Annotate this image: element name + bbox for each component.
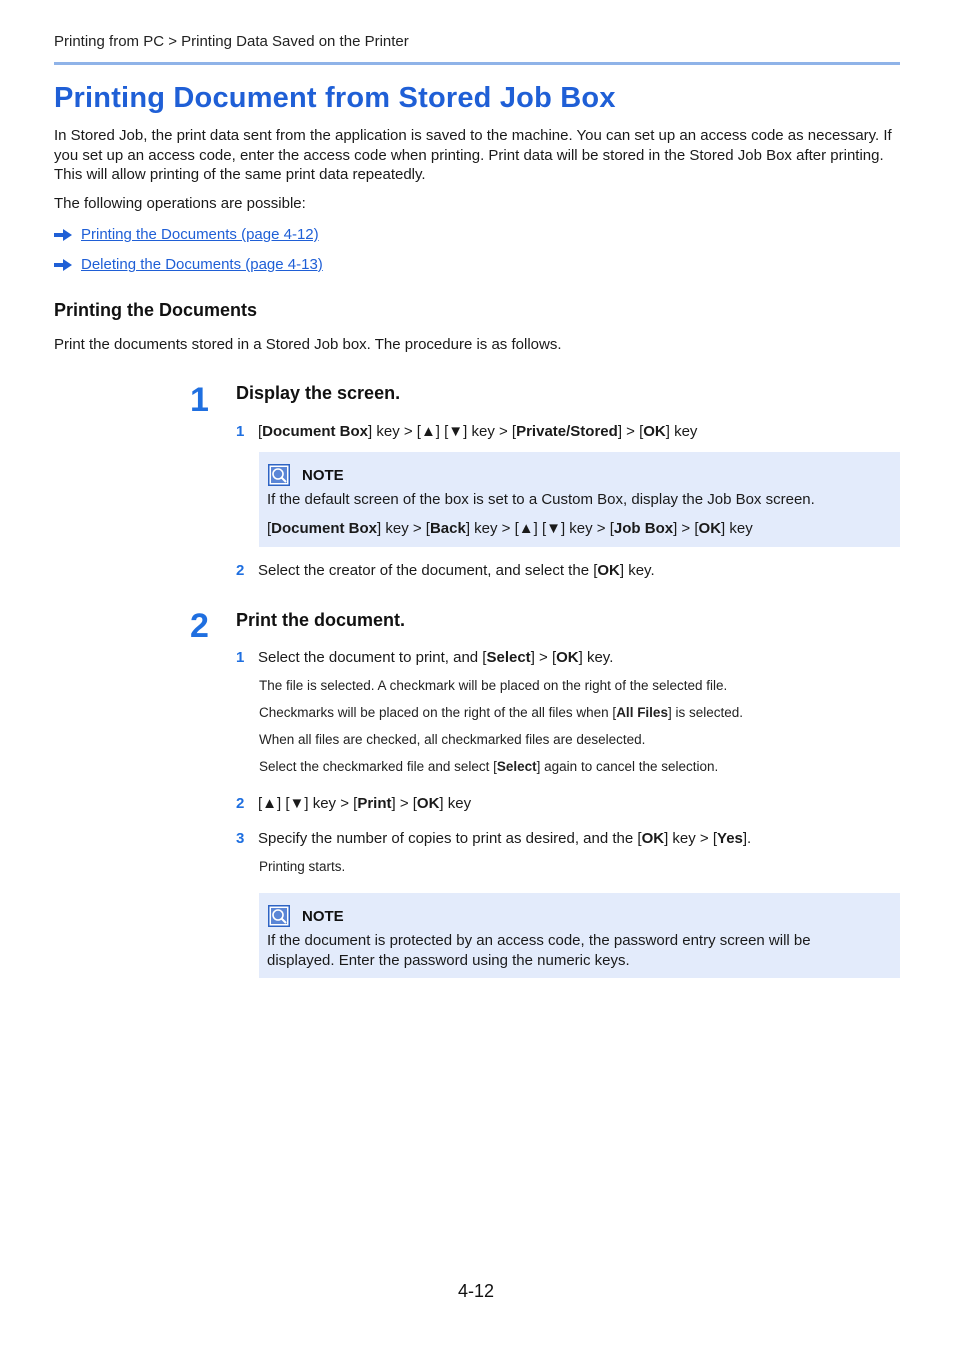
step-title: Print the document. [236,610,406,630]
substep-number: 2 [236,562,245,579]
substep: 2 Select the creator of the document, and select the [OK] key. [236,562,655,579]
link-printing-documents[interactable]: Printing the Documents (page 4-12) [81,226,319,243]
substep-detail: The file is selected. A checkmark will be placed on the right of the selected file. [259,678,728,693]
page-number: 4-12 [458,1281,495,1301]
substep: 3 Specify the number of copies to print as desired, and the [OK] key > [Yes]. [236,830,752,847]
substep-detail: When all files are checked, all checkmarked files are deselected. [259,732,646,747]
note-box [259,452,900,547]
page-title: Printing Document from Stored Job Box [54,82,616,114]
section-intro: Print the documents stored in a Stored Job box. The procedure is as follows. [54,336,562,353]
note-text: If the document is protected by an access code, the password entry screen will be displayed. Enter the password using the numeric keys. [267,932,811,969]
substep-number: 1 [236,423,245,440]
note-label: NOTE [302,466,344,484]
step-number: 2 [190,607,209,645]
substep: 1 [Document Box] key > [▲] [▼] key > [Private/Stored] > [OK] key [236,423,698,440]
step-number: 1 [190,381,209,419]
substep-number: 1 [236,649,245,666]
operations-intro: The following operations are possible: [54,195,306,212]
section-heading: Printing the Documents [54,300,258,320]
substep: 1 Select the document to print, and [Select] > [OK] key. [236,649,614,666]
note-label: NOTE [302,907,344,925]
note-box [259,893,900,978]
link-item [54,226,319,243]
note-text: If the default screen of the box is set to a Custom Box, display the Job Box screen. [267,491,815,508]
link-item [54,256,323,273]
substep: 2 [▲] [▼] key > [Print] > [OK] key [236,795,472,812]
substep-number: 3 [236,830,245,847]
note-icon [268,905,290,927]
step-title: Display the screen. [236,383,401,403]
substep-detail: Checkmarks will be placed on the right of the all files when [All Files] is selected. [259,705,743,720]
substep-detail: Select the checkmarked file and select [Select] again to cancel the selection. [259,759,719,774]
note-icon [268,464,290,486]
link-deleting-documents[interactable]: Deleting the Documents (page 4-13) [81,256,323,273]
arrow-right-icon [54,259,72,271]
substep-detail: Printing starts. [259,859,346,874]
substep-number: 2 [236,795,245,812]
breadcrumb: Printing from PC > Printing Data Saved on the Printer [54,33,409,50]
intro-paragraph: In Stored Job, the print data sent from the application is saved to the machine. You can set up an access code as necessary. If you set up an access code, enter the access code when printing. Print data will be stored in the Stored Job Box after printing. This will allow printing of the same print data repeatedly. [54,127,892,183]
note-key-path: [Document Box] key > [Back] key > [▲] [▼] key > [Job Box] > [OK] key [267,520,753,537]
header-divider [54,62,900,65]
arrow-right-icon [54,229,72,241]
